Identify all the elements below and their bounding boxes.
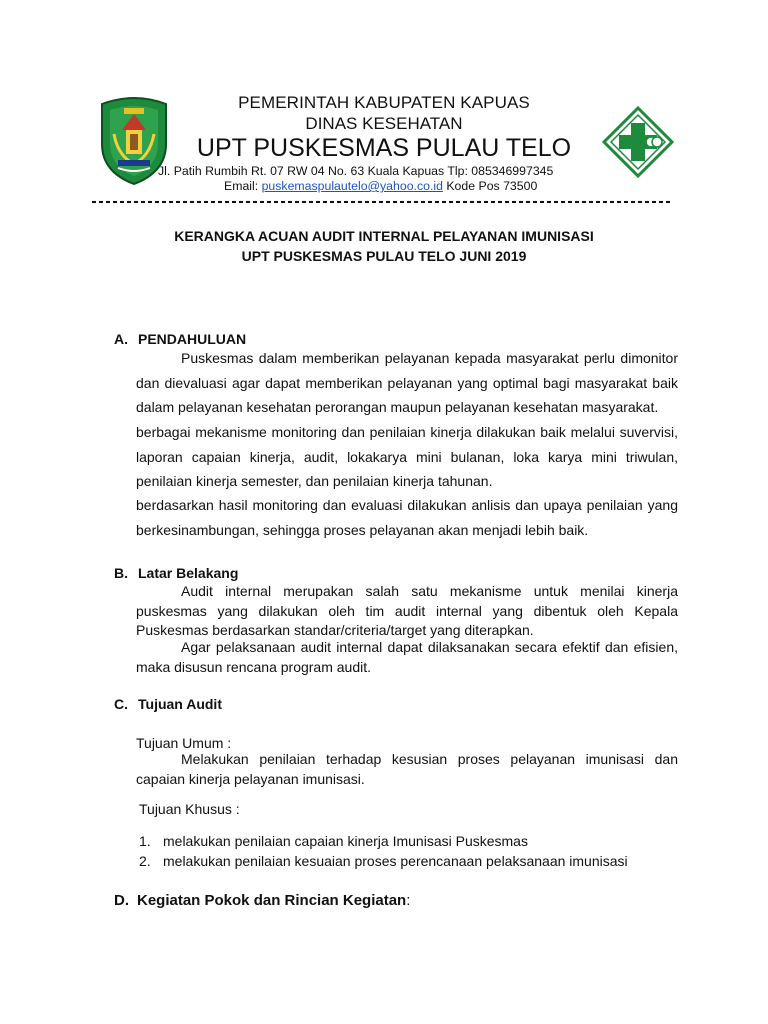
list-item bbox=[139, 832, 528, 852]
email-link[interactable]: puskemaspulautelo@yahoo.co.id bbox=[261, 179, 443, 193]
email-label: Email: bbox=[224, 179, 262, 193]
doc-title-line1: KERANGKA ACUAN AUDIT INTERNAL PELAYANAN IMUNISASI bbox=[174, 228, 594, 244]
list-item bbox=[139, 852, 628, 872]
tujuan-umum-label: Tujuan Umum : bbox=[136, 735, 232, 751]
section-title: PENDAHULUAN bbox=[138, 331, 247, 347]
section-a-heading bbox=[114, 331, 246, 347]
section-b-para1: Audit internal merupakan salah satu mekanisme untuk menilai kinerja puskesmas yang dilakukan oleh tim audit internal yang dibentuk oleh Kepala Puskesmas berdasarkan standar/criteria/target yang diterapkan. bbox=[136, 583, 678, 638]
section-marker: D. bbox=[114, 892, 129, 909]
header-line3: UPT PUSKESMAS PULAU TELO bbox=[196, 134, 572, 162]
list-number: 1. bbox=[139, 833, 151, 849]
doc-title-line2: UPT PUSKESMAS PULAU TELO JUNI 2019 bbox=[241, 248, 527, 264]
section-title: Kegiatan Pokok dan Rincian Kegiatan bbox=[137, 892, 407, 909]
header-divider bbox=[92, 201, 672, 203]
section-a-para3: berdasarkan hasil monitoring dan evaluasi dilakukan anlisis dan upaya penilaian yang berkesinambungan, sehingga proses pelayanan akan menjadi lebih baik. bbox=[136, 497, 678, 538]
header-email-line bbox=[224, 179, 537, 193]
list-number: 2. bbox=[139, 853, 151, 869]
list-text: melakukan penilaian kesuaian proses perencanaan pelaksanaan imunisasi bbox=[163, 853, 628, 869]
postal-code: Kode Pos 73500 bbox=[442, 179, 538, 193]
list-text: melakukan penilaian capaian kinerja Imunisasi Puskesmas bbox=[163, 833, 528, 849]
section-a-para1: Puskesmas dalam memberikan pelayanan kepada masyarakat perlu dimonitor dan dievaluasi agar dapat memberikan pelayanan yang optimal bagi masyarakat baik dalam pelayanan kesehatan perorangan maupun pelayanan kesehatan masyarakat. bbox=[136, 350, 678, 415]
tujuan-umum-text: Melakukan penilaian terhadap kesusian proses pelayanan imunisasi dan capaian kinerja pelayanan imunisasi. bbox=[136, 751, 678, 787]
section-colon: : bbox=[406, 892, 411, 909]
section-title: Tujuan Audit bbox=[138, 696, 222, 712]
section-d-heading bbox=[114, 892, 410, 909]
section-b-heading bbox=[114, 565, 238, 581]
tujuan-khusus-label: Tujuan Khusus : bbox=[139, 801, 240, 817]
section-a-para2: berbagai mekanisme monitoring dan penilaian kinerja dilakukan baik melalui suvervisi, laporan capaian kinerja, audit, lokakarya mini bulanan, loka karya mini triwulan, penilaian kinerja semester, dan penilaian kinerja tahunan. bbox=[136, 424, 678, 489]
section-marker: B. bbox=[114, 565, 128, 581]
header-line1: PEMERINTAH KABUPATEN KAPUAS bbox=[238, 93, 530, 112]
section-marker: A. bbox=[114, 331, 128, 347]
section-title: Latar Belakang bbox=[138, 565, 239, 581]
section-c-heading bbox=[114, 696, 222, 712]
header-line2: DINAS KESEHATAN bbox=[305, 114, 463, 133]
header-address: Jl. Patih Rumbih Rt. 07 RW 04 No. 63 Kuala Kapuas Tlp: 085346997345 bbox=[158, 164, 554, 178]
section-b-para2: Agar pelaksanaan audit internal dapat dilaksanakan secara efektif dan efisien, maka disusun rencana program audit. bbox=[136, 639, 678, 675]
section-marker: C. bbox=[114, 696, 128, 712]
